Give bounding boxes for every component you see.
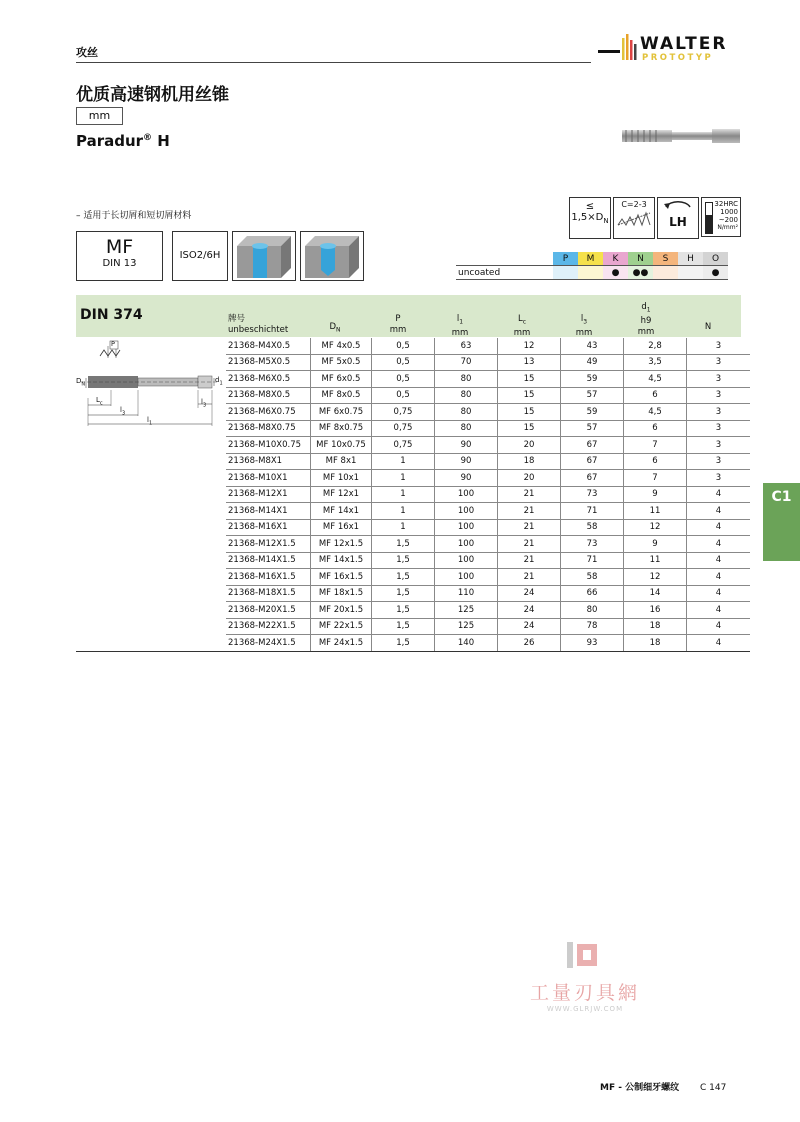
drawing-column-cell <box>76 486 226 503</box>
flute-count-cell: 3 <box>687 453 751 470</box>
article-code-cell: 21368-M4X0.5 <box>226 338 311 354</box>
col-dn-sub: N <box>336 326 341 334</box>
diameter-d1-cell: 9 <box>624 536 687 553</box>
drawing-column-cell <box>76 503 226 520</box>
pitch-cell: 0,75 <box>372 404 435 421</box>
pitch-cell: 1,5 <box>372 552 435 569</box>
thread-din: DIN 13 <box>102 258 137 269</box>
coating-label: uncoated <box>458 267 501 278</box>
pitch-cell: 1,5 <box>372 536 435 553</box>
mark-p <box>553 266 578 280</box>
drawing-column-cell <box>76 404 226 421</box>
article-code-cell: 21368-M20X1.5 <box>226 602 311 619</box>
chamfer-label: C=2-3 <box>621 200 647 209</box>
length-l3-cell: 67 <box>561 437 624 454</box>
material-k: K <box>603 252 628 266</box>
length-l3-cell: 57 <box>561 387 624 404</box>
designation-cell: MF 5x0.5 <box>311 354 372 371</box>
col-d1-unit: mm <box>637 326 655 337</box>
drawing-l1-sub: 1 <box>148 420 153 427</box>
mark-h <box>678 266 703 280</box>
registered-mark: ® <box>143 133 153 143</box>
length-l3-cell: 78 <box>561 618 624 635</box>
diameter-d1-cell: 18 <box>624 618 687 635</box>
length-lc-cell: 21 <box>498 519 561 536</box>
length-l3-cell: 59 <box>561 371 624 388</box>
table-row <box>76 585 750 602</box>
drawing-d1-sub: 1 <box>219 380 223 387</box>
col-lc-unit: mm <box>513 327 531 338</box>
flute-count-cell: 4 <box>687 536 751 553</box>
article-code-cell: 21368-M24X1.5 <box>226 635 311 652</box>
designation-cell: MF 16x1.5 <box>311 569 372 586</box>
footer-title: MF - 公制细牙螺纹 <box>600 1083 680 1093</box>
watermark <box>530 940 640 1013</box>
length-l3-cell: 57 <box>561 420 624 437</box>
article-code-cell: 21368-M8X0.5 <box>226 387 311 404</box>
drawing-column-cell <box>76 354 226 371</box>
article-code-cell: 21368-M10X1 <box>226 470 311 487</box>
table-row <box>76 536 750 553</box>
length-l3-cell: 71 <box>561 552 624 569</box>
col-code-cn: 牌号 <box>228 314 246 324</box>
diameter-d1-cell: 14 <box>624 585 687 602</box>
col-d1-tol: h9 <box>640 315 652 326</box>
mark-s <box>653 266 678 280</box>
article-code-cell: 21368-M10X0.75 <box>226 437 311 454</box>
diameter-d1-cell: 9 <box>624 486 687 503</box>
article-code-cell: 21368-M18X1.5 <box>226 585 311 602</box>
designation-cell: MF 24x1.5 <box>311 635 372 652</box>
flute-count-cell: 4 <box>687 569 751 586</box>
table-row <box>76 453 750 470</box>
din-label: DIN 374 <box>80 307 143 323</box>
table-row <box>76 635 750 652</box>
length-lc-cell: 12 <box>498 338 561 354</box>
col-l3-label <box>554 314 614 328</box>
page-number: C 147 <box>699 1083 727 1093</box>
length-lc-cell: 26 <box>498 635 561 652</box>
designation-cell: MF 4x0.5 <box>311 338 372 354</box>
watermark-url: WWW.GLRJW.COM <box>546 1005 624 1013</box>
length-lc-cell: 18 <box>498 453 561 470</box>
depth-le-symbol: ≤ <box>585 201 595 212</box>
length-l1-cell: 63 <box>435 338 498 354</box>
table-row <box>76 569 750 586</box>
material-h: H <box>678 252 703 266</box>
length-l1-cell: 90 <box>435 437 498 454</box>
footer <box>600 1080 726 1093</box>
flute-count-cell: 4 <box>687 618 751 635</box>
material-m: M <box>578 252 603 266</box>
length-l1-cell: 90 <box>435 453 498 470</box>
col-dn-text: D <box>329 322 337 332</box>
drawing-column-cell <box>76 470 226 487</box>
blind-hole-icon <box>300 231 364 281</box>
section-title: 攻丝 <box>76 46 98 59</box>
depth-sub: N <box>603 217 609 225</box>
article-code-cell: 21368-M22X1.5 <box>226 618 311 635</box>
article-code-cell: 21368-M6X0.75 <box>226 404 311 421</box>
pitch-cell: 1 <box>372 519 435 536</box>
pitch-cell: 1,5 <box>372 585 435 602</box>
drawing-column-cell <box>76 519 226 536</box>
length-lc-cell: 15 <box>498 387 561 404</box>
pitch-cell: 1,5 <box>372 569 435 586</box>
drawing-column-cell <box>76 536 226 553</box>
diameter-d1-cell: 18 <box>624 635 687 652</box>
length-l3-cell: 93 <box>561 635 624 652</box>
flute-count-cell: 4 <box>687 519 751 536</box>
designation-cell: MF 14x1.5 <box>311 552 372 569</box>
drawing-column-cell <box>76 437 226 454</box>
flute-count-cell: 3 <box>687 470 751 487</box>
drawing-dn-text: D <box>76 377 82 385</box>
diameter-d1-cell: 6 <box>624 387 687 404</box>
length-l3-cell: 59 <box>561 404 624 421</box>
article-code-cell: 21368-M16X1 <box>226 519 311 536</box>
length-l1-cell: 140 <box>435 635 498 652</box>
length-lc-cell: 24 <box>498 585 561 602</box>
length-l3-cell: 73 <box>561 486 624 503</box>
article-code-cell: 21368-M14X1 <box>226 503 311 520</box>
col-p-unit: mm <box>389 325 407 335</box>
pitch-cell: 1,5 <box>372 618 435 635</box>
col-l3-header <box>554 314 614 339</box>
watermark-cn: 工量刃具網 <box>530 982 641 1004</box>
brand-logo <box>598 30 743 68</box>
unit-badge: mm <box>76 107 123 125</box>
table-row <box>76 602 750 619</box>
article-code-cell: 21368-M14X1.5 <box>226 552 311 569</box>
table-row <box>76 519 750 536</box>
length-lc-cell: 15 <box>498 420 561 437</box>
pitch-cell: 0,75 <box>372 420 435 437</box>
length-lc-cell: 15 <box>498 371 561 388</box>
article-code-cell: 21368-M6X0.5 <box>226 371 311 388</box>
col-l1-label <box>430 314 490 328</box>
designation-cell: MF 14x1 <box>311 503 372 520</box>
length-l1-cell: 90 <box>435 470 498 487</box>
hardness-box <box>701 197 741 237</box>
length-lc-cell: 13 <box>498 354 561 371</box>
through-hole-icon <box>232 231 296 281</box>
thread-standard-box <box>76 231 163 281</box>
depth-value-text: 1,5×D <box>571 212 604 223</box>
col-lc-sub: c <box>522 318 527 326</box>
length-l3-cell: 58 <box>561 519 624 536</box>
pitch-cell: 1 <box>372 503 435 520</box>
drawing-l3-sub: 3 <box>121 410 126 417</box>
drawing-column-cell <box>76 585 226 602</box>
flute-count-cell: 4 <box>687 602 751 619</box>
strength-1: 1000 <box>720 208 738 216</box>
length-lc-cell: 21 <box>498 486 561 503</box>
col-d1-label <box>616 302 676 316</box>
col-l3-text: l <box>580 314 584 324</box>
length-l3-cell: 67 <box>561 470 624 487</box>
designation-cell: MF 20x1.5 <box>311 602 372 619</box>
col-lc-label <box>492 314 552 328</box>
diameter-d1-cell: 12 <box>624 569 687 586</box>
application-note: – 适用于长切屑和短切屑材料 <box>76 211 192 221</box>
length-lc-cell: 21 <box>498 569 561 586</box>
designation-cell: MF 6x0.75 <box>311 404 372 421</box>
material-mark-row <box>456 266 728 280</box>
length-l1-cell: 80 <box>435 371 498 388</box>
flute-count-cell: 4 <box>687 585 751 602</box>
drawing-column-cell <box>76 552 226 569</box>
length-lc-cell: 21 <box>498 552 561 569</box>
length-l3-cell: 80 <box>561 602 624 619</box>
length-l1-cell: 100 <box>435 552 498 569</box>
length-l1-cell: 100 <box>435 569 498 586</box>
chamfer-box <box>613 197 655 239</box>
col-l3-unit: mm <box>575 327 593 338</box>
col-lc-text: L <box>517 314 523 324</box>
length-l3-cell: 66 <box>561 585 624 602</box>
col-lc-header <box>492 314 552 339</box>
article-code-cell: 21368-M8X0.75 <box>226 420 311 437</box>
col-l1-sub: 1 <box>459 318 464 326</box>
table-row <box>76 618 750 635</box>
diameter-d1-cell: 16 <box>624 602 687 619</box>
col-l1-unit: mm <box>451 327 469 338</box>
flute-count-cell: 3 <box>687 354 751 371</box>
drawing-l9-sub: 3 <box>202 402 207 409</box>
length-l3-cell: 58 <box>561 569 624 586</box>
material-p: P <box>553 252 578 266</box>
length-l1-cell: 125 <box>435 618 498 635</box>
col-l1-header <box>430 314 490 339</box>
drawing-l9-text: l <box>201 398 203 406</box>
pitch-cell: 1 <box>372 486 435 503</box>
material-group-row <box>456 252 728 266</box>
designation-cell: MF 8x0.75 <box>311 420 372 437</box>
length-l1-cell: 80 <box>435 420 498 437</box>
col-code-header <box>228 314 288 336</box>
flute-count-cell: 3 <box>687 387 751 404</box>
mark-k: ● <box>603 266 628 280</box>
header-divider <box>76 62 591 63</box>
flute-count-cell: 4 <box>687 503 751 520</box>
length-l1-cell: 125 <box>435 602 498 619</box>
material-table <box>456 252 728 280</box>
product-name-text: Paradur <box>76 132 144 150</box>
designation-cell: MF 12x1.5 <box>311 536 372 553</box>
diameter-d1-cell: 4,5 <box>624 371 687 388</box>
pitch-cell: 1 <box>372 453 435 470</box>
product-suffix: H <box>152 132 170 150</box>
table-row <box>76 387 750 404</box>
mark-n: ●● <box>628 266 653 280</box>
material-s: S <box>653 252 678 266</box>
length-l3-cell: 73 <box>561 536 624 553</box>
drawing-column-cell <box>76 371 226 388</box>
chapter-tab[interactable]: C1 <box>763 483 800 561</box>
diameter-d1-cell: 3,5 <box>624 354 687 371</box>
length-l1-cell: 80 <box>435 387 498 404</box>
brand-subtitle: PROTOTYP <box>642 53 714 63</box>
article-code-cell: 21368-M8X1 <box>226 453 311 470</box>
table-row <box>76 503 750 520</box>
length-l3-cell: 43 <box>561 338 624 354</box>
diameter-d1-cell: 11 <box>624 552 687 569</box>
length-l1-cell: 110 <box>435 585 498 602</box>
material-group-spacer <box>456 252 553 266</box>
length-lc-cell: 21 <box>498 536 561 553</box>
chamfer-icon <box>616 209 652 229</box>
table-row <box>76 420 750 437</box>
col-d1-header <box>616 302 676 338</box>
length-l1-cell: 100 <box>435 536 498 553</box>
diameter-d1-cell: 11 <box>624 503 687 520</box>
diameter-d1-cell: 6 <box>624 453 687 470</box>
tap-product-image <box>620 125 742 151</box>
left-hand-box <box>657 197 699 239</box>
pitch-cell: 0,5 <box>372 338 435 354</box>
article-code-cell: 21368-M12X1.5 <box>226 536 311 553</box>
length-l1-cell: 80 <box>435 404 498 421</box>
drawing-column-cell <box>76 387 226 407</box>
article-code-cell: 21368-M12X1 <box>226 486 311 503</box>
brand-name: WALTER <box>640 34 728 54</box>
pitch-cell: 1,5 <box>372 602 435 619</box>
material-n: N <box>628 252 653 266</box>
flute-count-cell: 4 <box>687 486 751 503</box>
drawing-column-cell <box>76 569 226 586</box>
product-table <box>76 338 750 652</box>
pitch-cell: 1,5 <box>372 635 435 652</box>
drawing-dn-sub: N <box>81 381 86 388</box>
pitch-cell: 1 <box>372 470 435 487</box>
col-p-header <box>368 314 428 336</box>
table-row <box>76 371 750 388</box>
designation-cell: MF 10x0.75 <box>311 437 372 454</box>
drawing-lc-text: L <box>96 396 100 404</box>
length-l1-cell: 100 <box>435 503 498 520</box>
col-d1-text: d <box>641 302 647 312</box>
col-dn-header <box>315 322 355 336</box>
col-n-header: N <box>704 322 712 332</box>
flute-count-cell: 3 <box>687 437 751 454</box>
drawing-l3-text: l <box>120 406 122 414</box>
length-l1-cell: 100 <box>435 519 498 536</box>
designation-cell: MF 10x1 <box>311 470 372 487</box>
table-row <box>76 552 750 569</box>
pitch-cell: 0,5 <box>372 387 435 404</box>
tolerance-box: ISO2/6H <box>172 231 228 281</box>
flute-count-cell: 4 <box>687 552 751 569</box>
length-l1-cell: 70 <box>435 354 498 371</box>
diameter-d1-cell: 7 <box>624 437 687 454</box>
drawing-column-cell <box>76 635 226 652</box>
designation-cell: MF 22x1.5 <box>311 618 372 635</box>
length-l3-cell: 71 <box>561 503 624 520</box>
material-o: O <box>703 252 728 266</box>
flute-count-cell: 3 <box>687 420 751 437</box>
drawing-column-cell <box>76 602 226 619</box>
page-title: 优质高速钢机用丝锥 <box>76 85 229 105</box>
col-l1-text: l <box>456 314 460 324</box>
table-row <box>76 470 750 487</box>
depth-value <box>570 212 610 225</box>
article-code-cell: 21368-M16X1.5 <box>226 569 311 586</box>
length-lc-cell: 20 <box>498 437 561 454</box>
table-row <box>76 486 750 503</box>
table-row <box>76 404 750 421</box>
col-p-text: P <box>395 314 401 324</box>
designation-cell: MF 18x1.5 <box>311 585 372 602</box>
drawing-column-cell <box>76 453 226 470</box>
pitch-cell: 0,5 <box>372 354 435 371</box>
diameter-d1-cell: 7 <box>624 470 687 487</box>
rotation-arrow-icon <box>660 198 696 212</box>
drawing-p-label: P <box>111 340 115 348</box>
col-code-de: unbeschichtet <box>228 325 289 335</box>
designation-cell: MF 8x1 <box>311 453 372 470</box>
mark-m <box>578 266 603 280</box>
designation-cell: MF 8x0.5 <box>311 387 372 404</box>
drawing-d1-text: d <box>215 376 220 384</box>
hand-label: LH <box>669 215 687 229</box>
drawing-l1-text: l <box>147 416 149 424</box>
diameter-d1-cell: 12 <box>624 519 687 536</box>
drawing-lc-sub: c <box>99 400 103 407</box>
length-lc-cell: 20 <box>498 470 561 487</box>
table-row <box>76 338 750 354</box>
table-row <box>76 354 750 371</box>
product-name <box>76 132 170 150</box>
diameter-d1-cell: 6 <box>624 420 687 437</box>
strength-2: ~200 <box>718 216 738 224</box>
pitch-cell: 0,75 <box>372 437 435 454</box>
length-l3-cell: 49 <box>561 354 624 371</box>
length-lc-cell: 21 <box>498 503 561 520</box>
length-l3-cell: 67 <box>561 453 624 470</box>
drawing-column-cell <box>76 618 226 635</box>
thread-depth-box <box>569 197 611 239</box>
col-l3-sub: 3 <box>583 318 588 326</box>
length-lc-cell: 24 <box>498 618 561 635</box>
flute-count-cell: 3 <box>687 338 751 354</box>
hrc-label: 32HRC <box>714 200 738 208</box>
flute-count-cell: 4 <box>687 635 751 652</box>
mark-o: ● <box>703 266 728 280</box>
length-lc-cell: 15 <box>498 404 561 421</box>
article-code-cell: 21368-M5X0.5 <box>226 354 311 371</box>
diameter-d1-cell: 2,8 <box>624 338 687 354</box>
watermark-logo-icon <box>565 940 605 970</box>
designation-cell: MF 6x0.5 <box>311 371 372 388</box>
strength-unit: N/mm² <box>717 224 738 231</box>
table-row <box>76 437 750 454</box>
col-d1-sub: 1 <box>646 306 651 314</box>
designation-cell: MF 12x1 <box>311 486 372 503</box>
thread-code: MF <box>105 236 134 258</box>
diameter-d1-cell: 4,5 <box>624 404 687 421</box>
length-l1-cell: 100 <box>435 486 498 503</box>
hardness-bar-icon <box>705 202 713 234</box>
flute-count-cell: 3 <box>687 371 751 388</box>
length-lc-cell: 24 <box>498 602 561 619</box>
drawing-column-cell <box>76 420 226 437</box>
flute-count-cell: 3 <box>687 404 751 421</box>
drawing-column-cell <box>76 338 226 354</box>
designation-cell: MF 16x1 <box>311 519 372 536</box>
pitch-cell: 0,5 <box>372 371 435 388</box>
